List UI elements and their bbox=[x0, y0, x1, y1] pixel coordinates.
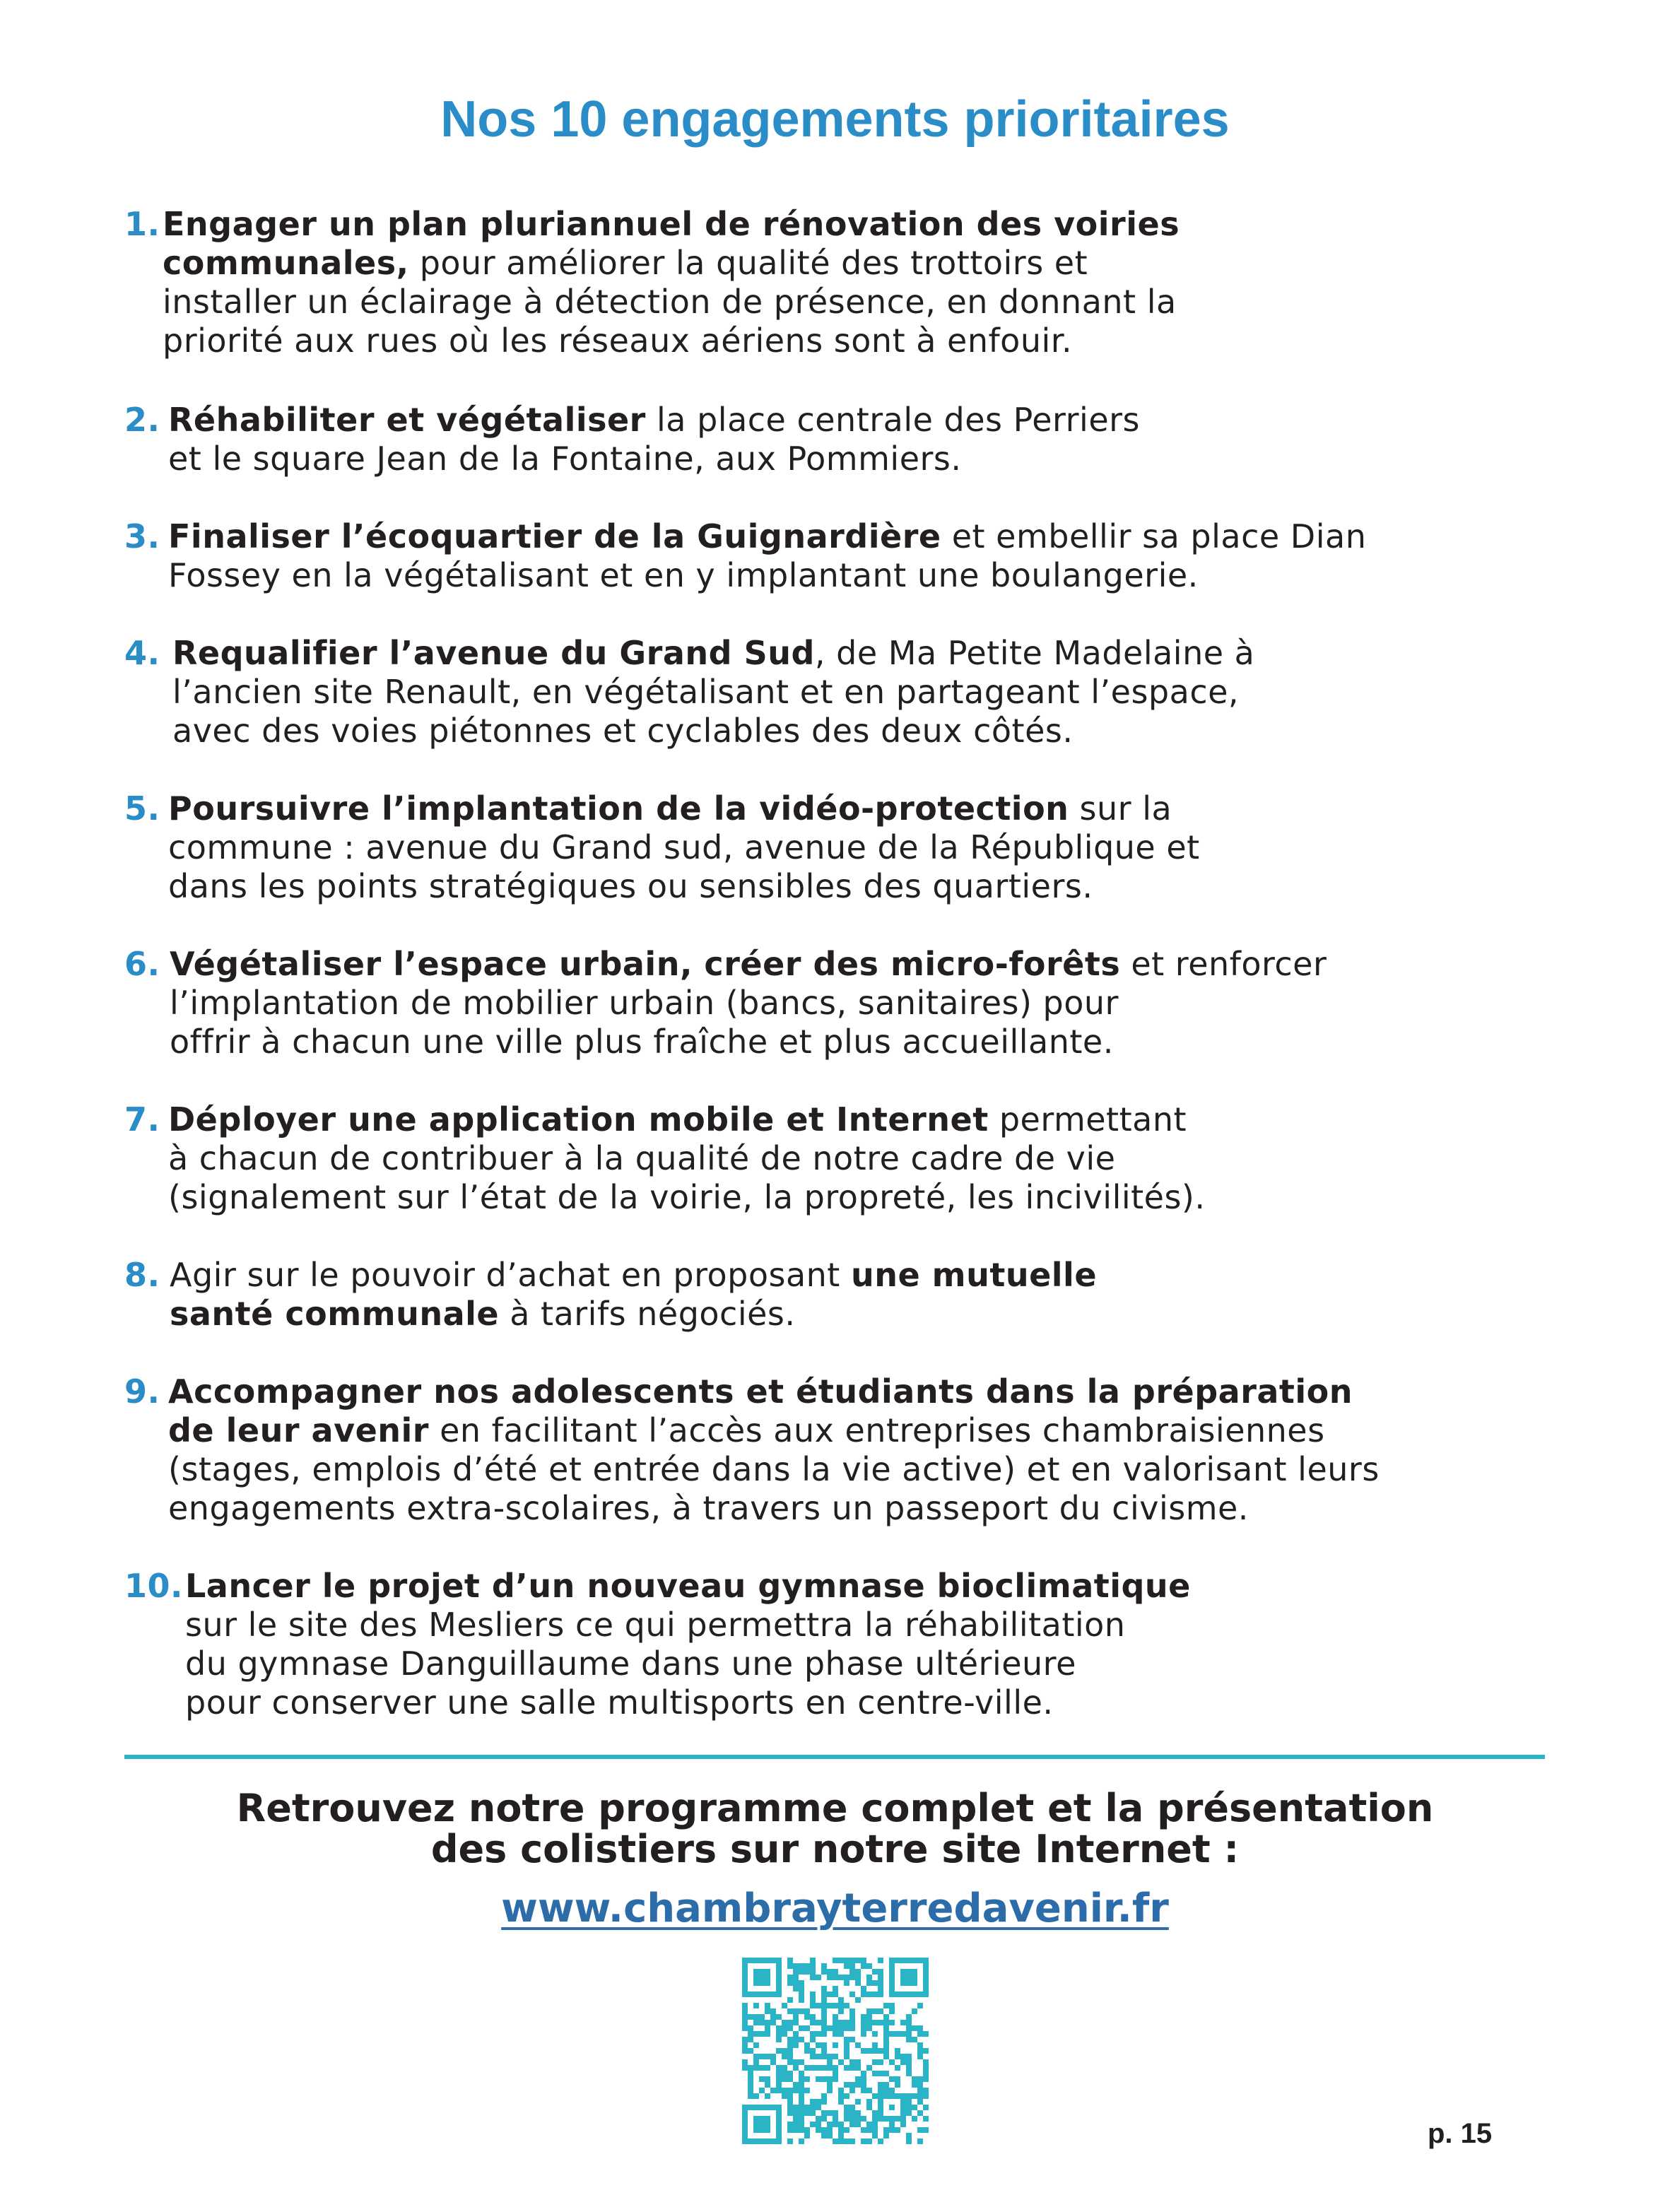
plain-text: dans les points stratégiques ou sensibles des quartiers. bbox=[168, 867, 1093, 905]
engagement-line bbox=[168, 828, 1573, 867]
call-to-action bbox=[0, 1788, 1670, 1870]
plain-text: l’ancien site Renault, en végétalisant et en partageant l’espace, bbox=[172, 673, 1240, 711]
plain-text: à tarifs négociés. bbox=[499, 1295, 796, 1333]
engagement-text bbox=[185, 1567, 1573, 1722]
engagement-text bbox=[168, 1100, 1573, 1217]
plain-text: la place centrale des Perriers bbox=[645, 401, 1141, 439]
engagement-line bbox=[172, 673, 1573, 712]
engagement-line bbox=[170, 945, 1573, 984]
emphasis-text: Engager un plan pluriannuel de rénovation des voiries bbox=[163, 205, 1180, 243]
plain-text: sur le site des Mesliers ce qui permettra la réhabilitation bbox=[185, 1606, 1126, 1644]
engagement-line bbox=[172, 634, 1573, 673]
engagement-3 bbox=[124, 517, 1573, 595]
engagement-text bbox=[170, 1256, 1573, 1334]
engagement-line bbox=[168, 517, 1573, 556]
engagement-line bbox=[168, 867, 1573, 906]
plain-text: Fossey en la végétalisant et en y implantant une boulangerie. bbox=[168, 556, 1199, 594]
engagement-text bbox=[168, 401, 1573, 478]
engagement-number: 8. bbox=[124, 1256, 160, 1294]
engagement-line bbox=[170, 1023, 1573, 1061]
emphasis-text: Poursuivre l’implantation de la vidéo-protection bbox=[168, 789, 1069, 828]
plain-text: Agir sur le pouvoir d’achat en proposant bbox=[170, 1256, 851, 1294]
engagement-line bbox=[163, 205, 1573, 244]
engagement-line bbox=[163, 283, 1573, 322]
engagement-line bbox=[170, 984, 1573, 1023]
engagement-line bbox=[168, 1139, 1573, 1178]
engagement-line bbox=[168, 1411, 1573, 1450]
engagement-line bbox=[170, 1256, 1573, 1295]
plain-text: priorité aux rues où les réseaux aériens sont à enfouir. bbox=[163, 322, 1073, 360]
plain-text: sur la bbox=[1069, 789, 1172, 828]
engagement-2 bbox=[124, 401, 1573, 478]
engagement-line bbox=[185, 1683, 1573, 1722]
emphasis-text: communales, bbox=[163, 244, 409, 282]
engagement-line bbox=[168, 556, 1573, 595]
engagement-10 bbox=[124, 1567, 1573, 1722]
emphasis-text: Accompagner nos adolescents et étudiants dans la préparation bbox=[168, 1372, 1353, 1411]
engagement-line bbox=[163, 322, 1573, 360]
engagement-number: 2. bbox=[124, 401, 160, 439]
emphasis-text: de leur avenir bbox=[168, 1411, 429, 1449]
engagement-number: 3. bbox=[124, 517, 160, 555]
plain-text: et renforcer bbox=[1120, 945, 1327, 983]
plain-text: pour améliorer la qualité des trottoirs et bbox=[408, 244, 1088, 282]
engagement-line bbox=[168, 789, 1573, 828]
emphasis-text: Requalifier l’avenue du Grand Sud bbox=[172, 634, 815, 672]
plain-text: l’implantation de mobilier urbain (bancs, sanitaires) pour bbox=[170, 984, 1119, 1022]
plain-text: offrir à chacun une ville plus fraîche et plus accueillante. bbox=[170, 1023, 1114, 1061]
emphasis-text: une mutuelle bbox=[850, 1256, 1098, 1294]
engagement-line bbox=[168, 1450, 1573, 1489]
engagement-number: 10. bbox=[124, 1567, 183, 1605]
emphasis-text: Végétaliser l’espace urbain, créer des micro-forêts bbox=[170, 945, 1121, 983]
plain-text: et embellir sa place Dian bbox=[941, 517, 1367, 555]
engagement-number: 9. bbox=[124, 1372, 160, 1411]
engagement-line bbox=[170, 1295, 1573, 1334]
plain-text: et le square Jean de la Fontaine, aux Pommiers. bbox=[168, 440, 962, 478]
website-link[interactable] bbox=[0, 1886, 1670, 1931]
plain-text: permettant bbox=[988, 1100, 1187, 1139]
engagement-1 bbox=[124, 205, 1573, 360]
engagement-number: 6. bbox=[124, 945, 160, 983]
emphasis-text: Déployer une application mobile et Internet bbox=[168, 1100, 989, 1139]
cta-line-2: des colistiers sur notre site Internet : bbox=[430, 1827, 1240, 1871]
engagement-line bbox=[168, 1489, 1573, 1528]
engagement-line bbox=[163, 244, 1573, 283]
engagement-text bbox=[170, 945, 1573, 1061]
engagement-line bbox=[185, 1606, 1573, 1645]
engagement-number: 1. bbox=[124, 205, 160, 243]
engagement-number: 7. bbox=[124, 1100, 160, 1139]
website-link-text[interactable]: www.chambrayterredavenir.fr bbox=[501, 1886, 1169, 1931]
engagement-9 bbox=[124, 1372, 1573, 1528]
engagement-line bbox=[168, 440, 1573, 478]
emphasis-text: Lancer le projet d’un nouveau gymnase bioclimatique bbox=[185, 1567, 1191, 1605]
engagement-text bbox=[168, 517, 1573, 595]
plain-text: , de Ma Petite Madelaine à bbox=[814, 634, 1255, 672]
engagement-line bbox=[168, 401, 1573, 440]
emphasis-text: Réhabiliter et végétaliser bbox=[168, 401, 646, 439]
plain-text: commune : avenue du Grand sud, avenue de la République et bbox=[168, 828, 1200, 866]
page-title: Nos 10 engagements prioritaires bbox=[440, 91, 1230, 148]
engagement-text bbox=[168, 1372, 1573, 1528]
emphasis-text: santé communale bbox=[170, 1295, 500, 1333]
plain-text: pour conserver une salle multisports en centre-ville. bbox=[185, 1683, 1054, 1722]
qr-code bbox=[742, 1958, 929, 2144]
plain-text: (stages, emplois d’été et entrée dans la vie active) et en valorisant leurs bbox=[168, 1450, 1380, 1488]
plain-text: engagements extra-scolaires, à travers un passeport du civisme. bbox=[168, 1489, 1249, 1527]
engagement-line bbox=[168, 1178, 1573, 1217]
plain-text: à chacun de contribuer à la qualité de notre cadre de vie bbox=[168, 1139, 1116, 1177]
engagement-8 bbox=[124, 1256, 1573, 1334]
engagement-text bbox=[172, 634, 1573, 751]
cta-line-1: Retrouvez notre programme complet et la présentation bbox=[236, 1786, 1434, 1830]
plain-text: du gymnase Danguillaume dans une phase ultérieure bbox=[185, 1645, 1076, 1683]
engagement-6 bbox=[124, 945, 1573, 1061]
engagement-line bbox=[172, 712, 1573, 751]
section-divider bbox=[124, 1755, 1545, 1759]
engagement-4 bbox=[124, 634, 1573, 751]
engagement-line bbox=[168, 1372, 1573, 1411]
engagement-line bbox=[185, 1567, 1573, 1606]
engagement-number: 5. bbox=[124, 789, 160, 828]
engagement-7 bbox=[124, 1100, 1573, 1217]
plain-text: avec des voies piétonnes et cyclables des deux côtés. bbox=[172, 712, 1074, 750]
engagement-text bbox=[163, 205, 1573, 360]
engagement-line bbox=[168, 1100, 1573, 1139]
plain-text: installer un éclairage à détection de présence, en donnant la bbox=[163, 283, 1177, 321]
engagement-number: 4. bbox=[124, 634, 160, 672]
engagement-text bbox=[168, 789, 1573, 906]
plain-text: (signalement sur l’état de la voirie, la propreté, les incivilités). bbox=[168, 1178, 1206, 1216]
plain-text: en facilitant l’accès aux entreprises chambraisiennes bbox=[428, 1411, 1325, 1449]
engagement-line bbox=[185, 1645, 1573, 1683]
engagement-5 bbox=[124, 789, 1573, 906]
page-number: p. 15 bbox=[1428, 2118, 1493, 2149]
emphasis-text: Finaliser l’écoquartier de la Guignardière bbox=[168, 517, 941, 555]
